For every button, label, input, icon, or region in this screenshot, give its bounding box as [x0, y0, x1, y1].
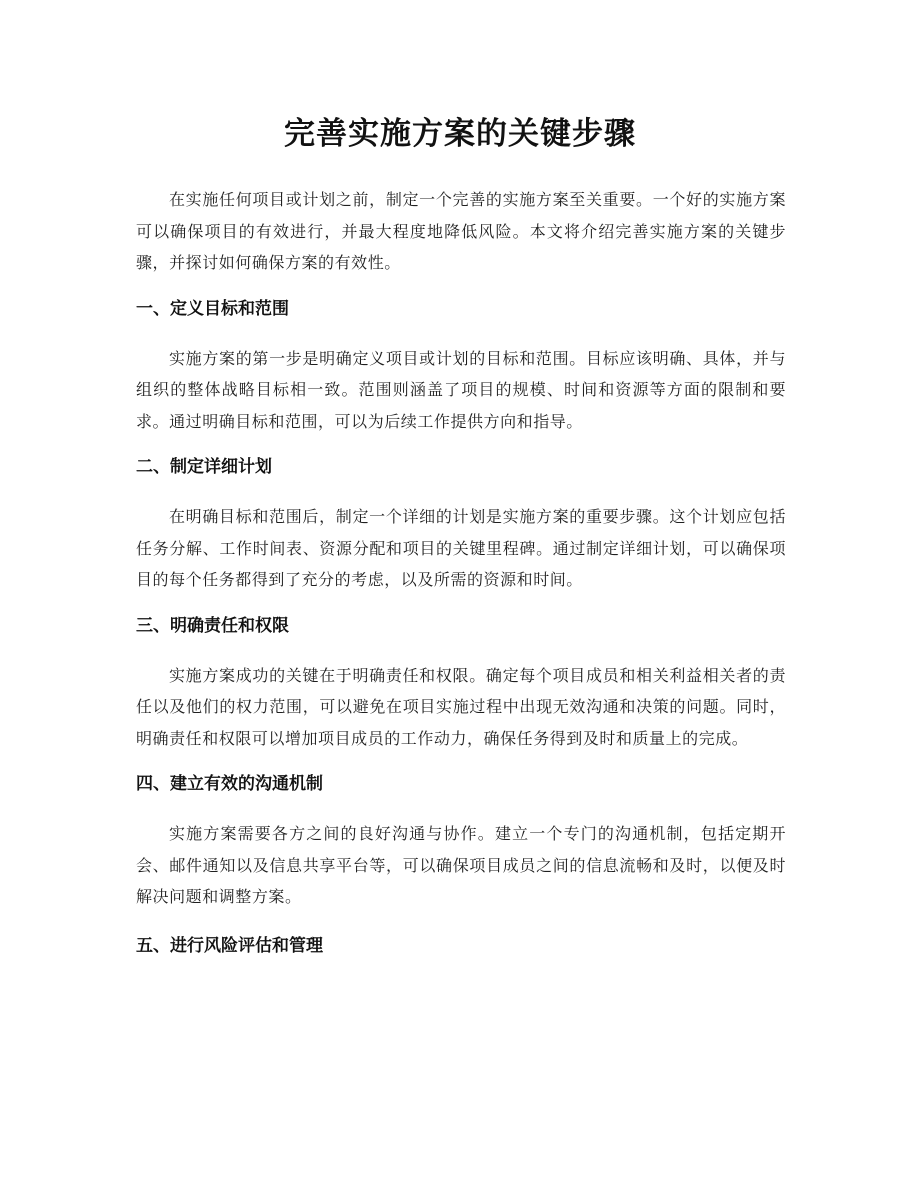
section-heading-1: 一、定义目标和范围: [136, 298, 289, 319]
section-body-1: 实施方案的第一步是明确定义项目或计划的目标和范围。目标应该明确、具体，并与组织的整体战略目标相一致。范围则涵盖了项目的规模、时间和资源等方面的限制和要求。通过明确目标和范围，可以为后续工作提供方向和指导。: [136, 348, 786, 431]
section-body-4: 实施方案需要各方之间的良好沟通与协作。建立一个专门的沟通机制，包括定期开会、邮件通知以及信息共享平台等，可以确保项目成员之间的信息流畅和及时，以便及时解决问题和调整方案。: [136, 824, 786, 906]
section-heading-5: 五、进行风险评估和管理: [136, 935, 323, 956]
section-heading-3: 三、明确责任和权限: [136, 615, 289, 636]
section-body-2: 在明确目标和范围后，制定一个详细的计划是实施方案的重要步骤。这个计划应包括任务分解、工作时间表、资源分配和项目的关键里程碑。通过制定详细计划，可以确保项目的每个任务都得到了充分的考虑，以及所需的资源和时间。: [136, 507, 786, 589]
intro-paragraph: 在实施任何项目或计划之前，制定一个完善的实施方案至关重要。一个好的实施方案可以确保项目的有效进行，并最大程度地降低风险。本文将介绍完善实施方案的关键步骤，并探讨如何确保方案的有效性。: [136, 190, 786, 272]
document-title: 完善实施方案的关键步骤: [284, 116, 636, 152]
section-heading-2: 二、制定详细计划: [136, 457, 272, 477]
section-heading-4: 四、建立有效的沟通机制: [136, 774, 323, 794]
document-body: [136, 184, 786, 959]
section-body-3: 实施方案成功的关键在于明确责任和权限。确定每个项目成员和相关利益相关者的责任以及他们的权力范围，可以避免在项目实施过程中出现无效沟通和决策的问题。同时，明确责任和权限可以增加项目成员的工作动力，确保任务得到及时和质量上的完成。: [136, 665, 786, 748]
